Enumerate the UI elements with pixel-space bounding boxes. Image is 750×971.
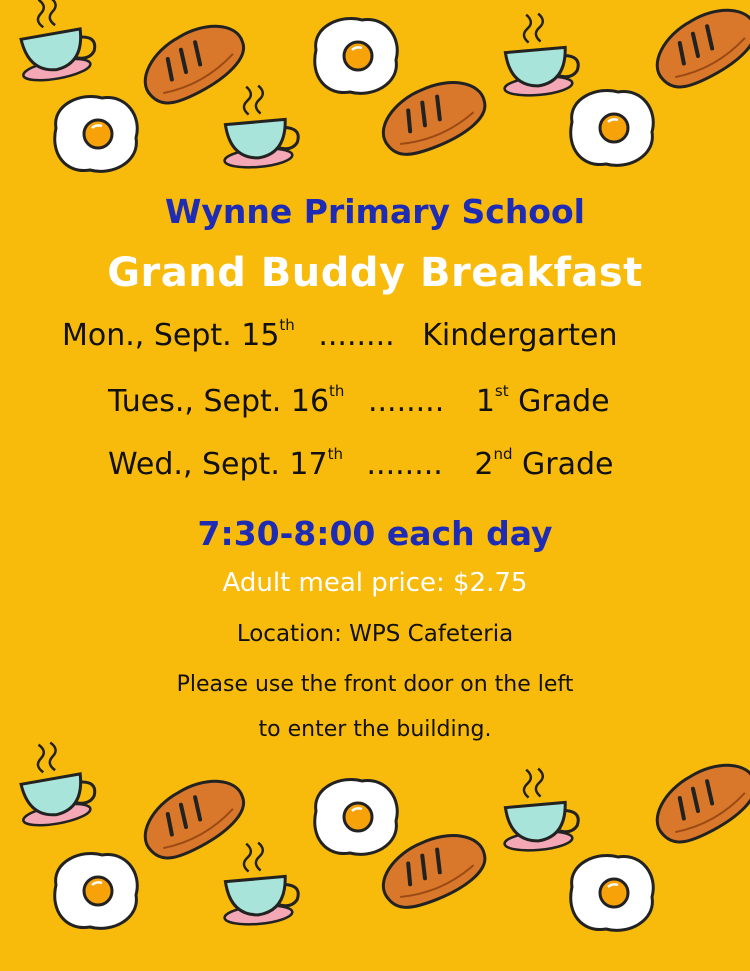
fried-egg-icon xyxy=(55,96,138,171)
grade-suffix: st xyxy=(494,382,509,400)
schedule-row-second-grade xyxy=(108,447,614,482)
schedule-day: Mon., Sept. 15 xyxy=(62,318,280,353)
breakfast-decoration-top xyxy=(0,0,750,180)
schedule-dots: ........ xyxy=(366,447,443,482)
schedule-grade: 2 xyxy=(474,447,494,482)
entry-note-line-2: to enter the building. xyxy=(258,717,492,742)
bread-icon xyxy=(132,767,254,869)
meal-price: Adult meal price: $2.75 xyxy=(222,568,528,598)
schedule-grade-word: Grade xyxy=(508,384,610,419)
event-location: Location: WPS Cafeteria xyxy=(236,621,514,647)
day-suffix: th xyxy=(279,316,295,334)
coffee-cup-icon xyxy=(498,11,580,98)
event-title: Grand Buddy Breakfast xyxy=(107,250,643,296)
coffee-cup-icon xyxy=(11,0,99,84)
coffee-cup-icon xyxy=(11,736,99,829)
bread-icon xyxy=(372,70,493,164)
schedule-day: Tues., Sept. 16 xyxy=(108,384,330,419)
schedule-day: Wed., Sept. 17 xyxy=(108,447,328,482)
entry-note-line-1: Please use the front door on the left xyxy=(176,672,574,697)
bread-icon xyxy=(132,12,254,114)
schedule-row-first-grade xyxy=(108,384,610,419)
day-suffix: th xyxy=(327,445,343,463)
fried-egg-icon xyxy=(315,779,398,854)
bread-icon xyxy=(644,751,750,853)
schedule-dots: ........ xyxy=(318,318,395,353)
grade-suffix: nd xyxy=(493,445,513,463)
school-name: Wynne Primary School xyxy=(165,192,585,231)
coffee-cup-icon xyxy=(498,766,580,853)
fried-egg-icon xyxy=(55,853,138,928)
fried-egg-icon xyxy=(315,18,398,93)
schedule-grade: Kindergarten xyxy=(422,318,618,353)
coffee-cup-icon xyxy=(218,83,300,170)
schedule-row-kindergarten xyxy=(62,318,618,353)
bread-icon xyxy=(644,0,750,97)
breakfast-decoration-bottom xyxy=(0,735,750,971)
schedule-dots: ........ xyxy=(367,384,445,419)
fried-egg-icon xyxy=(571,90,654,165)
coffee-cup-icon xyxy=(218,840,300,927)
event-time: 7:30-8:00 each day xyxy=(197,514,553,553)
day-suffix: th xyxy=(329,382,345,400)
schedule-grade: 1 xyxy=(475,384,495,419)
schedule-grade-word: Grade xyxy=(512,447,614,482)
fried-egg-icon xyxy=(571,855,654,930)
